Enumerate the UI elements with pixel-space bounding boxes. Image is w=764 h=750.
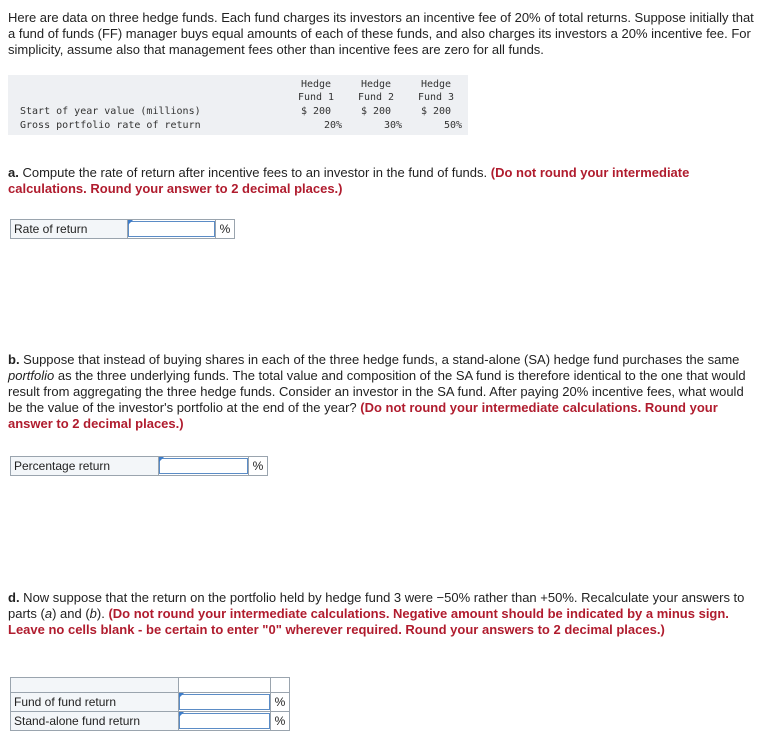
header-fund-2: Hedge Fund 2 <box>357 79 395 103</box>
cell-return-fund-3: 50% <box>443 120 462 131</box>
rate-of-return-unit: % <box>215 220 234 239</box>
question-a-text: Compute the rate of return after incentive fees to an investor in the fund of funds. <box>18 165 491 180</box>
question-b <box>8 352 756 432</box>
header-fund-3: Hedge Fund 3 <box>417 79 455 103</box>
fund-of-fund-return-input[interactable] <box>179 694 270 710</box>
question-b-prefix: b. <box>8 352 20 367</box>
percentage-return-input[interactable] <box>159 458 248 474</box>
question-a-prefix: a. <box>8 165 19 180</box>
question-d-text-3: ). <box>96 606 109 621</box>
row-label-start-value: Start of year value (millions) <box>20 106 201 117</box>
blank-header-cell <box>178 678 270 693</box>
rate-of-return-input[interactable] <box>128 221 215 237</box>
question-a <box>8 165 756 197</box>
question-d-text-1: Now suppose that the return on the portfolio held by hedge fund 3 were −50% rather than +50%. Recalculate your answers to parts ( <box>8 590 745 621</box>
question-a-instructions: (Do not round your intermediate calculations. Round your answer to 2 decimal places.) <box>8 165 690 196</box>
question-d-ref-a: a <box>44 606 53 621</box>
fund-of-fund-return-label: Fund of fund return <box>11 693 179 712</box>
blank-header-cell <box>11 678 179 693</box>
cell-return-fund-1: 20% <box>323 120 342 131</box>
fund-of-fund-return-cell <box>178 693 270 712</box>
fund-of-fund-return-unit: % <box>271 693 290 712</box>
table-row <box>11 712 290 731</box>
hedge-fund-data-table <box>8 75 468 135</box>
rate-of-return-cell <box>127 220 215 239</box>
cell-start-fund-3: $ 200 <box>420 106 452 117</box>
question-d-prefix: d. <box>8 590 20 605</box>
rate-of-return-label: Rate of return <box>11 220 128 239</box>
cell-start-fund-2: $ 200 <box>360 106 392 117</box>
question-d-text-2: ) and ( <box>52 606 90 621</box>
answer-table-a <box>10 219 235 239</box>
answer-table-b <box>10 456 268 476</box>
question-b-italic: portfolio <box>8 368 55 383</box>
answer-table-d <box>10 677 290 731</box>
stand-alone-fund-return-cell <box>178 712 270 731</box>
row-label-gross-return: Gross portfolio rate of return <box>20 120 201 131</box>
stand-alone-fund-return-input[interactable] <box>179 713 270 729</box>
stand-alone-fund-return-label: Stand-alone fund return <box>11 712 179 731</box>
question-b-text-1: Suppose that instead of buying shares in each of the three hedge funds, a stand-alone (SA) hedge fund purchases the same <box>19 352 740 367</box>
table-header-row <box>11 678 290 693</box>
question-b-text-2: as the three underlying funds. The total value and composition of the SA fund is therefore identical to the one that would result from aggregating the three hedge funds. Consider an investor in the SA fund. After paying 20% incentive fees, what would be the value of the investor's portfolio at the end of the year? <box>8 368 746 415</box>
cell-return-fund-2: 30% <box>383 120 402 131</box>
blank-header-cell <box>271 678 290 693</box>
question-d <box>8 590 756 638</box>
cell-start-fund-1: $ 200 <box>300 106 332 117</box>
table-row <box>11 693 290 712</box>
percentage-return-unit: % <box>248 457 267 476</box>
problem-intro: Here are data on three hedge funds. Each fund charges its investors an incentive fee of 20% of total returns. Suppose initially that a fund of funds (FF) manager buys equal amounts of each of these funds, and also charges its investors a 20% incentive fee. For simplicity, assume also that management fees other than incentive fees are zero for all funds. <box>8 10 754 57</box>
header-fund-1: Hedge Fund 1 <box>297 79 335 103</box>
percentage-return-label: Percentage return <box>11 457 159 476</box>
question-d-instructions: (Do not round your intermediate calculations. Negative amount should be indicated by a minus sign. Leave no cells blank - be certain to enter "0" wherever required. Round your answers to 2 decimal places.) <box>8 606 729 637</box>
question-b-instructions: (Do not round your intermediate calculations. Round your answer to 2 decimal places.) <box>8 400 718 431</box>
percentage-return-cell <box>159 457 249 476</box>
question-d-ref-b: b <box>89 606 97 621</box>
stand-alone-fund-return-unit: % <box>271 712 290 731</box>
